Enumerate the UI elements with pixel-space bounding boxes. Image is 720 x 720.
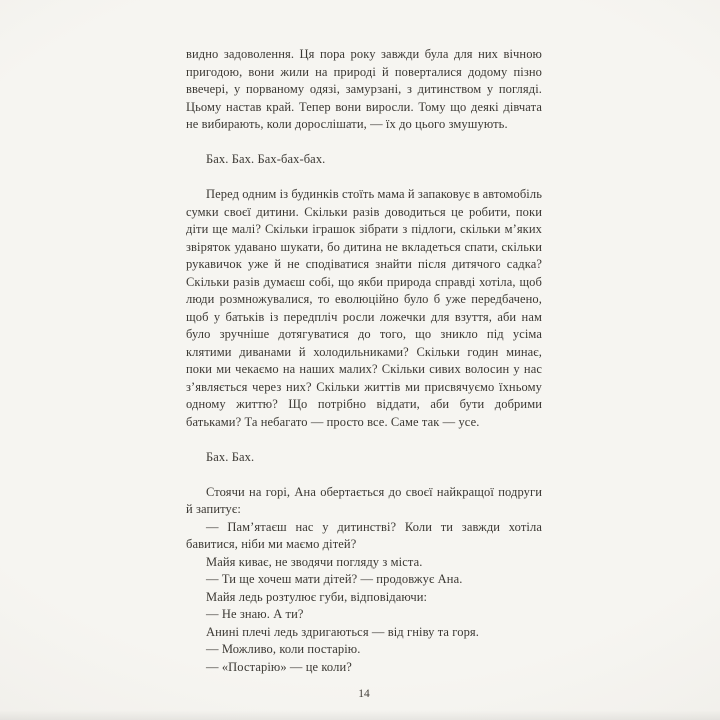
dialogue-line-2: — Ти ще хочеш мати дітей? — продовжує Ана. (206, 572, 463, 586)
narration-line-ana: Стоячи на горі, Ана обертається до своєї найкращої подруги й запитує: (186, 484, 542, 516)
sound-effect-line-1: Бах. Бах. Бах-бах-бах. (206, 152, 326, 166)
narration-line-ana-shoulders: Анині плечі ледь здригаються — від гніву та горя. (206, 624, 479, 639)
dialogue-line-5: — «Постарію» — це коли? (206, 659, 352, 674)
paragraph-continuation: видно задоволення. Ця пора року завжди була для них вічною пригодою, вони жили на природі й поверталися додому пізно ввечері, у порваному одязі, замурзані, з дитинством у погляді. Цьому настав край. Тепер вони виросли. Тому що деякі дівчата не вибирають, коли дорослішати, — їх до цього змушують. (186, 47, 542, 131)
page-number: 14 (358, 688, 370, 700)
sound-effect-line-2: Бах. Бах. (206, 449, 255, 464)
dialogue-line-3: — Не знаю. А ти? (206, 607, 304, 621)
paragraph-mother-packing: Перед одним із будинків стоїть мама й запаковує в автомобіль сумки своєї дитини. Скільки разів доводиться це робити, поки діти ще малі? Скільки іграшок зібрати з підлоги, скільки м’яких звіряток удавано шукати, бо дитина не вкладеться спати, скільки рукавичок уже й не сподіватися знайти після дитячого садка? Скільки разів думаєш собі, що якби природа справді хотіла, щоб люди розмножувалися, то еволюційно було б уже передбачено, щоб у батьків із передпліч росли ложечки для взуття, аби нам було зручніше дотягуватися до того, що зникло під усіма клятими диванами й холодильниками? Скільки годин минає, поки ми чекаємо на наших малих? Скільки сивих волосин у нас з’являється через них? Скільки життів ми присвячуємо їхньому одному життю? Що потрібно віддати, аби бути добрими батьками? Та небагато — просто все. Саме так — усе. (186, 187, 542, 429)
narration-line-maya-lips: Майя ледь розтулює губи, відповідаючи: (206, 589, 428, 604)
dialogue-line-1: — Пам’ятаєш нас у дитинстві? Коли ти завжди хотіла бавитися, ніби ми маємо дітей? (186, 519, 542, 551)
page-text-block (186, 46, 542, 676)
dialogue-line-4: — Можливо, коли постарію. (206, 642, 361, 656)
narration-line-maya-nods: Майя киває, не зводячи погляду з міста. (206, 554, 423, 569)
